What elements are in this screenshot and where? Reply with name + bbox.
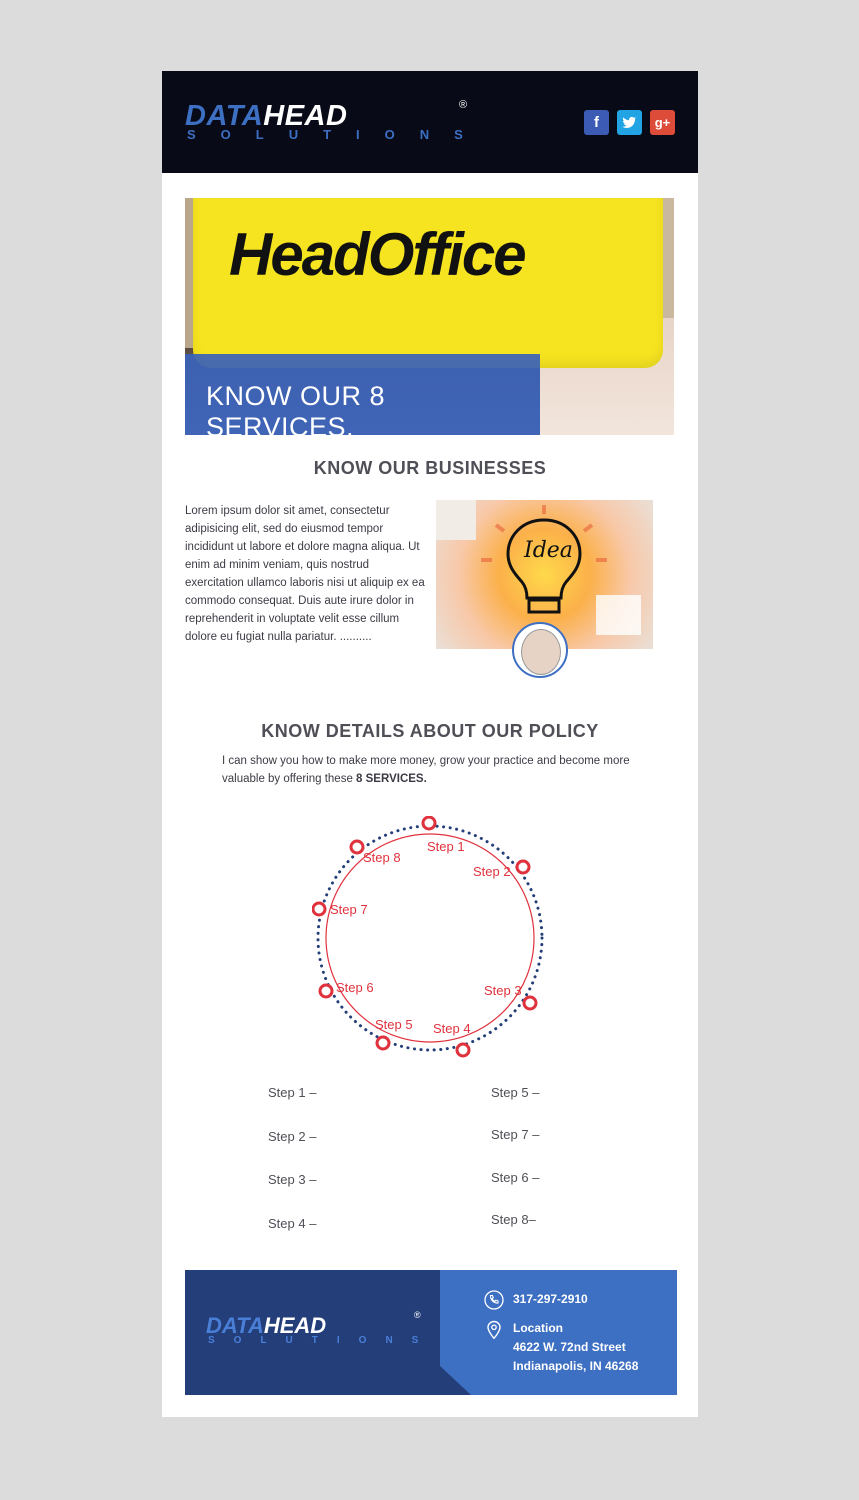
step-2-label: Step 2 (473, 864, 511, 879)
step-list-right-4: Step 8– (491, 1212, 536, 1227)
step-list-right-2: Step 7 – (491, 1127, 540, 1142)
step-3-marker (524, 997, 536, 1009)
footer-address (513, 1319, 638, 1376)
phone-icon (484, 1290, 504, 1310)
step-list-left-1: Step 1 – (268, 1085, 317, 1100)
policy-heading: KNOW DETAILS ABOUT OUR POLICY (261, 721, 599, 741)
header (162, 71, 698, 173)
footer-logo-wordmark: DATAHEAD (206, 1313, 327, 1338)
step-list-left-2: Step 2 – (268, 1129, 317, 1144)
step-6-marker (320, 985, 332, 997)
idea-image-text: Idea (524, 538, 573, 563)
footer-address-line-1: 4622 W. 72nd Street (513, 1340, 626, 1354)
step-1-marker (423, 817, 435, 829)
email-page (162, 71, 698, 1417)
steps-circle-diagram (312, 816, 552, 1061)
hero-band (185, 354, 540, 435)
hero-banner (185, 198, 674, 435)
step-2-marker (517, 861, 529, 873)
dotted-ring (318, 826, 542, 1050)
logo-subtitle: SOLUTIONS (187, 127, 488, 142)
hero-headline: KNOW OUR 8 SERVICES. (206, 381, 386, 435)
footer (185, 1270, 677, 1395)
hero-sign (193, 198, 663, 368)
step-5-label: Step 5 (375, 1017, 413, 1032)
step-5-marker (377, 1037, 389, 1049)
step-list-right-1: Step 5 – (491, 1085, 540, 1100)
step-4-label: Step 4 (433, 1021, 471, 1036)
step-1-label: Step 1 (427, 839, 465, 854)
logo[interactable] (185, 99, 488, 147)
avatar (512, 622, 568, 678)
avatar-face (521, 629, 561, 675)
logo-wordmark: DATAHEAD (185, 100, 348, 132)
businesses-body: Lorem ipsum dolor sit amet, consectetur adipisicing elit, sed do eiusmod tempor incididunt ut labore et dolore magna aliqua. Ut enim ad minim veniam, quis nostrud exercitation ullamco laboris nisi ut aliquip ex ea commodo consequat. Duis aute irure dolor in reprehenderit in voluptate velit esse cillum dolore eu fugiat nulla pariatur. .......... (185, 505, 425, 643)
step-list-left-3: Step 3 – (268, 1172, 317, 1187)
location-pin-icon (486, 1320, 502, 1340)
step-list-right-3: Step 6 – (491, 1170, 540, 1185)
facebook-icon[interactable]: f (584, 110, 609, 135)
policy-body: I can show you how to make more money, grow your practice and become more valuable by offering these 8 SERVICES. (222, 755, 630, 785)
step-7-marker (313, 903, 325, 915)
footer-address-line-2: Indianapolis, IN 46268 (513, 1359, 639, 1373)
businesses-heading: KNOW OUR BUSINESSES (313, 458, 547, 478)
google-plus-icon[interactable]: g+ (650, 110, 675, 135)
step-list-left-4: Step 4 – (268, 1216, 317, 1231)
hero-sign-text: HeadOffice (229, 221, 525, 288)
step-3-label: Step 3 (484, 983, 522, 998)
footer-logo[interactable] (206, 1310, 446, 1354)
step-6-label: Step 6 (336, 980, 374, 995)
footer-location-label: Location (513, 1321, 563, 1335)
registered-mark: ® (459, 99, 468, 111)
step-4-marker (457, 1044, 469, 1056)
step-7-label: Step 7 (330, 902, 368, 917)
footer-phone[interactable]: 317-297-2910 (513, 1292, 588, 1306)
footer-logo-subtitle: SOLUTIONS (208, 1335, 438, 1346)
step-8-label: Step 8 (363, 850, 401, 865)
policy-body-bold: 8 SERVICES. (356, 773, 427, 785)
footer-registered-mark: ® (414, 1310, 421, 1320)
step-8-marker (351, 841, 363, 853)
twitter-icon[interactable] (617, 110, 642, 135)
